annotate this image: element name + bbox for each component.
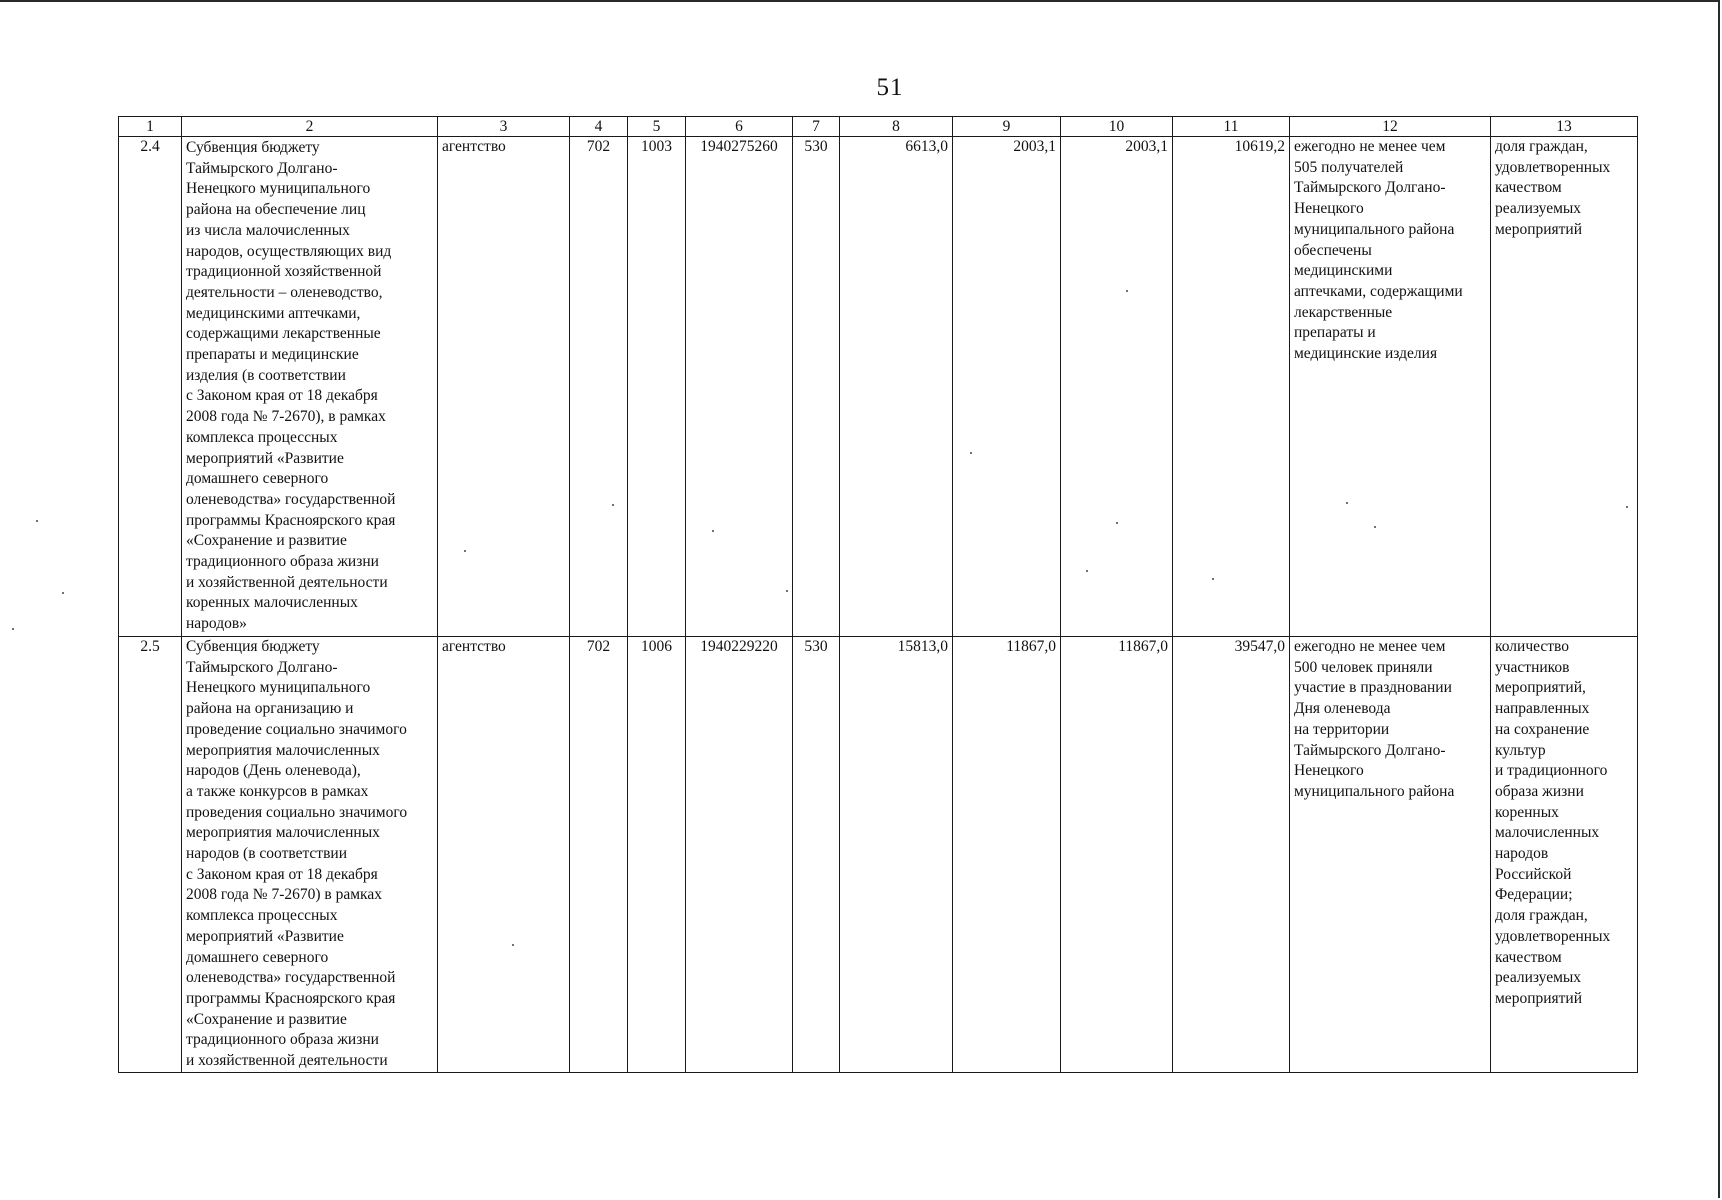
scan-speck bbox=[712, 530, 714, 532]
scan-speck bbox=[464, 550, 466, 552]
amount-total: 10619,2 bbox=[1173, 137, 1290, 637]
column-header-8: 8 bbox=[840, 117, 953, 137]
row-number: 2.5 bbox=[119, 637, 182, 1073]
scan-speck bbox=[36, 520, 38, 522]
column-header-11: 11 bbox=[1173, 117, 1290, 137]
scan-speck bbox=[1626, 506, 1628, 508]
amount-year-3: 11867,0 bbox=[1061, 637, 1173, 1073]
amount-year-3: 2003,1 bbox=[1061, 137, 1173, 637]
amount-year-1: 6613,0 bbox=[840, 137, 953, 637]
column-header-5: 5 bbox=[628, 117, 686, 137]
amount-year-2: 11867,0 bbox=[953, 637, 1061, 1073]
rzpr-code: 1003 bbox=[628, 137, 686, 637]
scan-speck bbox=[12, 628, 14, 630]
scan-speck bbox=[512, 944, 514, 946]
indicator: доля граждан, удовлетворенных качеством реализуемых мероприятий bbox=[1491, 137, 1638, 637]
scan-speck bbox=[62, 592, 64, 594]
column-header-10: 10 bbox=[1061, 117, 1173, 137]
column-header-13: 13 bbox=[1491, 117, 1638, 137]
column-header-9: 9 bbox=[953, 117, 1061, 137]
grbs-code: 702 bbox=[570, 137, 628, 637]
indicator: количество участников мероприятий, направленных на сохранение культур и традиционного образа жизни коренных малочисленных народов Российской Федерации; доля граждан, удовлетворенных качеством реализуемых мероприятий bbox=[1491, 637, 1638, 1073]
amount-year-2: 2003,1 bbox=[953, 137, 1061, 637]
column-header-7: 7 bbox=[793, 117, 840, 137]
scan-speck bbox=[1212, 578, 1214, 580]
column-header-1: 1 bbox=[119, 117, 182, 137]
executor: агентство bbox=[438, 137, 570, 637]
column-header-4: 4 bbox=[570, 117, 628, 137]
expected-result: ежегодно не менее чем 500 человек приняли участие в праздновании Дня оленевода на территории Таймырского Долгано- Ненецкого муниципального района bbox=[1290, 637, 1491, 1073]
scan-speck bbox=[612, 504, 614, 506]
table-row bbox=[119, 137, 1638, 637]
scan-speck bbox=[1116, 522, 1118, 524]
column-header-3: 3 bbox=[438, 117, 570, 137]
row-number: 2.4 bbox=[119, 137, 182, 637]
column-header-2: 2 bbox=[182, 117, 438, 137]
page-number: 51 bbox=[876, 74, 904, 101]
executor: агентство bbox=[438, 637, 570, 1073]
vr-code: 530 bbox=[793, 137, 840, 637]
activity-name: Субвенция бюджету Таймырского Долгано- Ненецкого муниципального района на обеспечение лиц из числа малочисленных народов, осуществляющих вид традиционной хозяйственной деятельности – оленеводство, медицинскими аптечками, содержащими лекарственные препараты и медицинские изделия (в соответствии с Законом края от 18 декабря 2008 года № 7-2670), в рамках комплекса процессных мероприятий «Развитие домашнего северного оленеводства» государственной программы Красноярского края «Сохранение и развитие традиционного образа жизни и хозяйственной деятельности коренных малочисленных народов» bbox=[182, 137, 438, 637]
csr-code: 1940275260 bbox=[686, 137, 793, 637]
vr-code: 530 bbox=[793, 637, 840, 1073]
scan-speck bbox=[970, 452, 972, 454]
amount-total: 39547,0 bbox=[1173, 637, 1290, 1073]
amount-year-1: 15813,0 bbox=[840, 637, 953, 1073]
rzpr-code: 1006 bbox=[628, 637, 686, 1073]
column-header-12: 12 bbox=[1290, 117, 1491, 137]
scan-speck bbox=[786, 590, 788, 592]
expected-result: ежегодно не менее чем 505 получателей Таймырского Долгано- Ненецкого муниципального района обеспечены медицинскими аптечками, содержащими лекарственные препараты и медицинские изделия bbox=[1290, 137, 1491, 637]
column-header-6: 6 bbox=[686, 117, 793, 137]
table-row bbox=[119, 637, 1638, 1073]
csr-code: 1940229220 bbox=[686, 637, 793, 1073]
grbs-code: 702 bbox=[570, 637, 628, 1073]
activity-name: Субвенция бюджету Таймырского Долгано- Ненецкого муниципального района на организацию и проведение социально значимого мероприятия малочисленных народов (День оленевода), а также конкурсов в рамках проведения социально значимого мероприятия малочисленных народов (в соответствии с Законом края от 18 декабря 2008 года № 7-2670) в рамках комплекса процессных мероприятий «Развитие домашнего северного оленеводства» государственной программы Красноярского края «Сохранение и развитие традиционного образа жизни и хозяйственной деятельности bbox=[182, 637, 438, 1073]
program-activities-table bbox=[118, 116, 1638, 1073]
scan-speck bbox=[1086, 570, 1088, 572]
column-number-row bbox=[119, 117, 1638, 137]
scan-speck bbox=[1374, 526, 1376, 528]
scan-speck bbox=[1126, 290, 1128, 292]
scan-speck bbox=[1346, 502, 1348, 504]
